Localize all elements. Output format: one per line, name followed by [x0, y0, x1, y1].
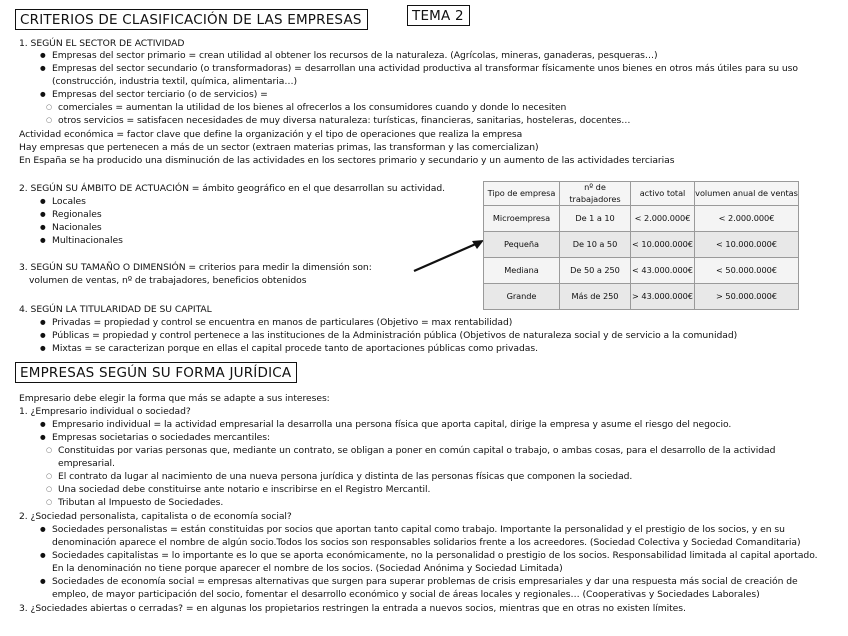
table-cell: De 10 a 50: [560, 232, 631, 258]
table-cell: Más de 250: [560, 284, 631, 310]
sub-item: ○ Tributan al Impuesto de Sociedades.: [58, 497, 223, 509]
table-cell: Microempresa: [484, 206, 560, 232]
list-item: ● Empresario individual = la actividad empresarial la desarrolla una persona física que aporta capital, dirige la empresa y asume el riesgo del negocio.: [52, 419, 731, 431]
table-cell: < 10.000.000€: [631, 232, 695, 258]
section-title: EMPRESAS SEGÚN SU FORMA JURÍDICA: [15, 362, 297, 383]
question-heading: 2. ¿Sociedad personalista, capitalista o de economía social?: [19, 511, 292, 522]
table-cell: Mediana: [484, 258, 560, 284]
table-cell: < 43.000.000€: [631, 258, 695, 284]
paragraph: volumen de ventas, nº de trabajadores, beneficios obtenidos: [29, 275, 307, 286]
sub-item-continued: empresarial.: [58, 458, 115, 469]
table-cell: De 1 a 10: [560, 206, 631, 232]
list-item: ● Empresas del sector secundario (o transformadoras) = desarrollan una actividad productiva al transformar físicamente unos bienes en otros más útiles para su uso: [52, 63, 798, 75]
list-item: ● Multinacionales: [52, 235, 123, 247]
list-item: ● Empresas societarias o sociedades mercantiles:: [52, 432, 270, 444]
sub-item: ○ comerciales = aumentan la utilidad de los bienes al ofrecerlos a los consumidores cuando y donde lo necesiten: [58, 102, 566, 114]
list-item-continued: empleo, de mayor participación del socio, fomentar el desarrollo económico y social de áreas locales y regionales… (Cooperativas y Sociedades Laborales): [52, 589, 760, 600]
table-cell: < 10.000.000€: [695, 232, 799, 258]
table-cell: < 2.000.000€: [631, 206, 695, 232]
table-cell: Pequeña: [484, 232, 560, 258]
section-2-heading: 2. SEGÚN SU ÁMBITO DE ACTUACIÓN = ámbito geográfico en el que desarrollan su actividad.: [19, 183, 445, 194]
list-item: ● Empresas del sector terciario (o de servicios) =: [52, 89, 268, 101]
table-cell: > 50.000.000€: [695, 284, 799, 310]
table-row: [484, 258, 799, 284]
list-item: ● Nacionales: [52, 222, 102, 234]
sub-item: ○ Constituidas por varias personas que, mediante un contrato, se obligan a poner en común capital o trabajo, o ambas cosas, para el desarrollo de la actividad: [58, 445, 775, 457]
list-item: ● Regionales: [52, 209, 102, 221]
section-4-heading: 4. SEGÚN LA TITULARIDAD DE SU CAPITAL: [19, 304, 212, 315]
table-cell: < 50.000.000€: [695, 258, 799, 284]
list-item-continued: (construcción, industria textil, química, alimentaria…): [52, 76, 297, 87]
list-item: ● Públicas = propiedad y control pertenece a las instituciones de la Administración pública (Objetivos de naturaleza social y de servicio a la comunidad): [52, 330, 737, 342]
list-item: ● Mixtas = se caracterizan porque en ellas el capital procede tanto de aportaciones públicas como privadas.: [52, 343, 538, 355]
table-header-row: [484, 182, 799, 206]
list-item: ● Sociedades personalistas = están constituidas por socios que aportan tanto capital como trabajo. Importante la personalidad y el prestigio de los socios, y en su: [52, 524, 785, 536]
paragraph: Hay empresas que pertenecen a más de un sector (extraen materias primas, las transforman y las comercializan): [19, 142, 539, 153]
paragraph: Empresario debe elegir la forma que más se adapte a sus intereses:: [19, 393, 330, 404]
list-item: ● Sociedades de economía social = empresas alternativas que surgen para superar problemas de crisis empresariales y dar una respuesta más social de creación de: [52, 576, 798, 588]
list-item-continued: denominación aparece el nombre de algún socio.Todos los socios son responsables solidarios frente a los acreedores. (Sociedad Colectiva y Sociedad Comanditaria): [52, 537, 801, 548]
section-1-heading: 1. SEGÚN EL SECTOR DE ACTIVIDAD: [19, 38, 185, 49]
table-header-cell: volumen anual de ventas: [695, 182, 799, 206]
paragraph: Actividad económica = factor clave que define la organización y el tipo de operaciones que realiza la empresa: [19, 129, 523, 140]
table-header-cell: activo total: [631, 182, 695, 206]
table-cell: > 43.000.000€: [631, 284, 695, 310]
list-item: ● Sociedades capitalistas = lo importante es lo que se aporta económicamente, no la personalidad o prestigio de los socios. Responsabilidad limitada al capital aportado.: [52, 550, 817, 562]
question-heading: 1. ¿Empresario individual o sociedad?: [19, 406, 191, 417]
table-row: [484, 206, 799, 232]
list-item: ● Privadas = propiedad y control se encuentra en manos de particulares (Objetivo = max rentabilidad): [52, 317, 512, 329]
list-item: ● Empresas del sector primario = crean utilidad al obtener los recursos de la naturaleza. (Agrícolas, mineras, ganaderas, pesqueras…): [52, 50, 658, 62]
table-cell: De 50 a 250: [560, 258, 631, 284]
table-header-cell: nº de trabajadores: [560, 182, 631, 206]
list-item-continued: En la denominación no tiene porque aparecer el nombre de los socios. (Sociedad Anónima y Sociedad Limitada): [52, 563, 563, 574]
question-heading: 3. ¿Sociedades abiertas o cerradas? = en algunas los propietarios restringen la entrada a nuevos socios, mientras que en otras no existen límites.: [19, 603, 686, 614]
table-row: [484, 232, 799, 258]
table-row: [484, 284, 799, 310]
size-table: [483, 181, 799, 310]
arrow-icon: [410, 236, 490, 276]
sub-item: ○ Una sociedad debe constituirse ante notario e inscribirse en el Registro Mercantil.: [58, 484, 430, 496]
sub-item: ○ El contrato da lugar al nacimiento de una nueva persona jurídica y distinta de las personas físicas que componen la sociedad.: [58, 471, 632, 483]
list-item: ● Locales: [52, 196, 86, 208]
sub-item: ○ otros servicios = satisfacen necesidades de muy diversa naturaleza: turísticas, financieras, sanitarias, hosteleras, docentes…: [58, 115, 630, 127]
page-title: CRITERIOS DE CLASIFICACIÓN DE LAS EMPRESAS: [15, 9, 368, 30]
tema-label: TEMA 2: [407, 5, 470, 26]
section-3-heading: 3. SEGÚN SU TAMAÑO O DIMENSIÓN = criterios para medir la dimensión son:: [19, 262, 372, 273]
table-cell: < 2.000.000€: [695, 206, 799, 232]
paragraph: En España se ha producido una disminución de las actividades en los sectores primario y secundario y un aumento de las actividades terciarias: [19, 155, 675, 166]
table-header-cell: Tipo de empresa: [484, 182, 560, 206]
table-cell: Grande: [484, 284, 560, 310]
